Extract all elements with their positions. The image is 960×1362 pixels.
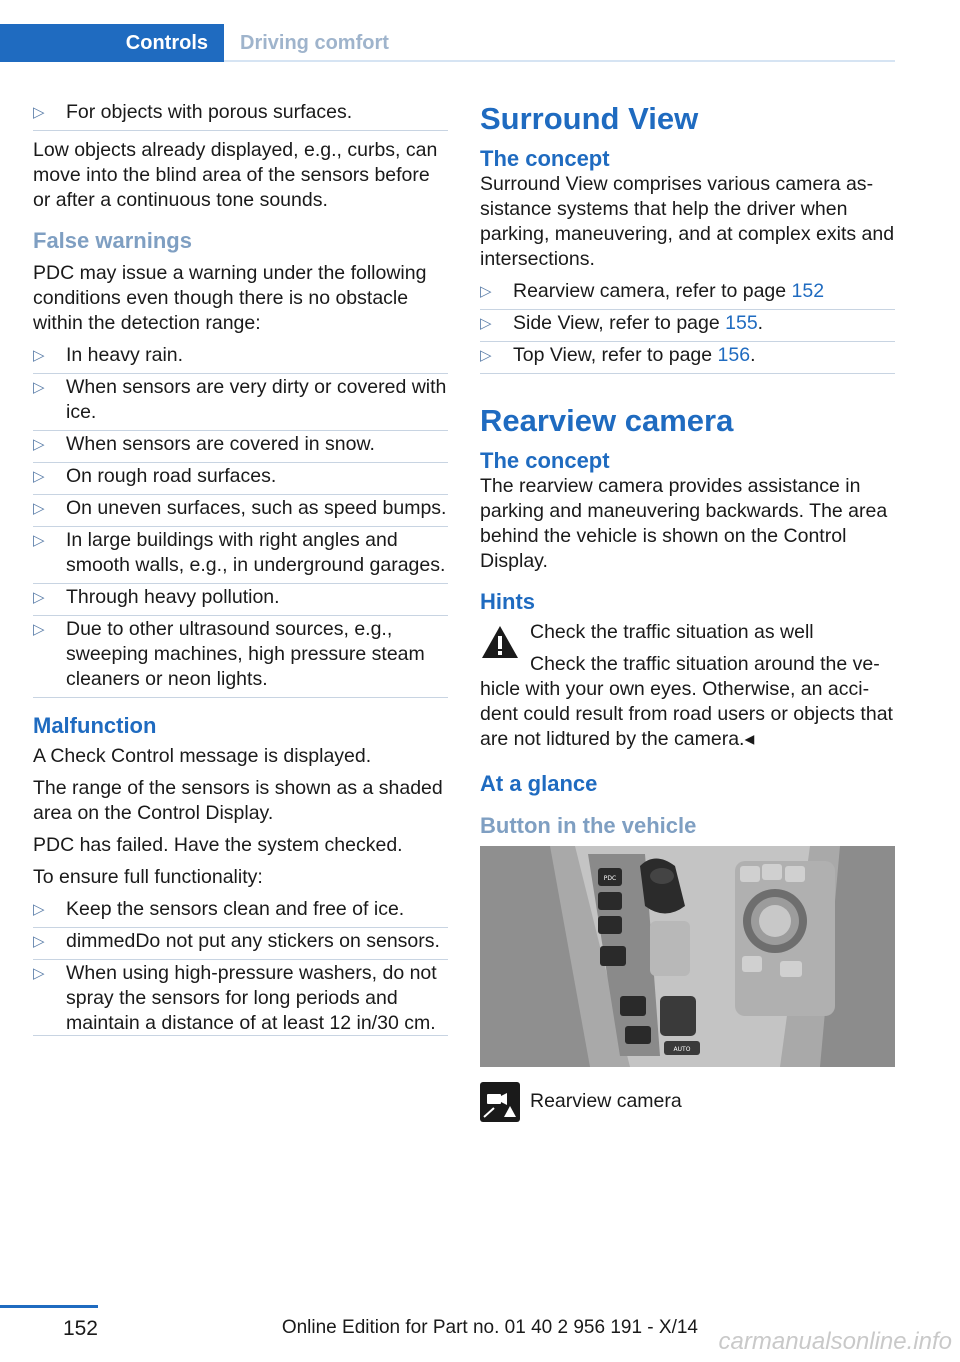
list-item xyxy=(33,343,448,374)
triangle-bullet-icon: ▷ xyxy=(33,436,45,453)
triangle-bullet-icon: ▷ xyxy=(33,468,45,485)
list-item xyxy=(33,585,448,616)
list-item-text: When using high-pressure washers, do not spray the sensors for long periods and maintain a distance of at least 12 in/30 cm. xyxy=(66,962,437,1034)
list-item-text: When sensors are very dirty or covered with ice. xyxy=(66,376,447,423)
triangle-bullet-icon: ▷ xyxy=(33,379,45,396)
list-item xyxy=(33,432,448,463)
malfunction-paragraph-2: The range of the sensors is shown as a shaded area on the Control Display. xyxy=(33,777,443,824)
list-item xyxy=(33,929,448,960)
triangle-bullet-icon: ▷ xyxy=(480,347,492,364)
false-warnings-paragraph: PDC may issue a warning under the following conditions even though there is no obstacle within the detection range: xyxy=(33,262,427,334)
list-item xyxy=(33,464,448,495)
list-item-text: Through heavy pollution. xyxy=(66,586,280,608)
list-item xyxy=(480,279,895,310)
triangle-bullet-icon: ▷ xyxy=(480,315,492,332)
warning-triangle-icon xyxy=(480,624,520,660)
edition-text: Online Edition for Part no. 01 40 2 956 191 - X/14 xyxy=(281,1317,698,1338)
list-item xyxy=(480,343,895,374)
list-item xyxy=(480,311,895,342)
tab-controls-label: Controls xyxy=(125,31,208,54)
malfunction-heading: Malfunction xyxy=(33,713,157,738)
list-item-text: For objects with porous surfaces. xyxy=(66,101,353,123)
list-item-text: On uneven surfaces, such as speed bumps. xyxy=(66,497,447,519)
page-number: 152 xyxy=(62,1317,98,1340)
list-item-text: In heavy rain. xyxy=(66,344,184,366)
false-warnings-heading: False warnings xyxy=(33,228,192,253)
surround-view-heading: Surround View xyxy=(480,101,699,136)
list-item xyxy=(33,496,448,527)
at-a-glance-heading: At a glance xyxy=(480,771,598,796)
triangle-bullet-icon: ▷ xyxy=(33,532,45,549)
list-item-text: Side View, refer to page xyxy=(513,312,726,334)
button-in-vehicle-heading: Button in the vehicle xyxy=(480,813,697,838)
center-console-photo xyxy=(480,846,895,1067)
list-item-text: Top View, refer to page xyxy=(513,344,718,366)
list-item-text: On rough road surfaces. xyxy=(66,465,277,487)
list-item xyxy=(33,617,448,698)
tab-driving-comfort[interactable] xyxy=(224,24,389,62)
triangle-bullet-icon: ▷ xyxy=(480,283,492,300)
list-item xyxy=(33,528,448,584)
warning-block xyxy=(480,620,895,645)
right-column xyxy=(480,100,895,1129)
list-item xyxy=(33,100,448,131)
malfunction-paragraph-1: A Check Control message is displayed. xyxy=(33,745,372,767)
camera-button-caption: Rearview camera xyxy=(530,1090,682,1112)
triangle-bullet-icon: ▷ xyxy=(33,965,45,982)
list-item xyxy=(33,961,448,1036)
left-column xyxy=(33,100,448,1043)
rearview-camera-heading: Rearview camera xyxy=(480,403,734,438)
hints-heading: Hints xyxy=(480,589,535,614)
rearview-camera-icon xyxy=(480,1082,520,1122)
list-item-text: Due to other ultrasound sources, e.g., sweeping machines, high pressure steam cleaners or neon lights. xyxy=(66,618,425,690)
rearview-paragraph: The rearview camera provides assistance in parking and maneuvering backwards. The area behind the vehicle is shown on the Control Display. xyxy=(480,475,888,572)
malfunction-paragraph-4: To ensure full functionality: xyxy=(33,866,263,888)
triangle-bullet-icon: ▷ xyxy=(33,104,45,121)
list-item-text: Rearview camera, refer to page xyxy=(513,280,792,302)
tab-controls[interactable] xyxy=(0,24,224,62)
surround-concept-heading: The concept xyxy=(480,146,610,171)
photo-label-pdc: PDC xyxy=(603,875,617,882)
surround-paragraph: Surround View comprises various camera assistance systems that help the driver when parking, maneuvering, and at complex exits and intersections. xyxy=(480,173,895,270)
warning-title: Check the traffic situation as well xyxy=(530,621,814,643)
list-item-text: In large buildings with right angles and smooth walls, e.g., in underground garages. xyxy=(66,529,446,576)
list-item-text: dimmedDo not put any stickers on sensors. xyxy=(66,930,440,952)
list-item-suffix: . xyxy=(757,312,764,334)
malfunction-list xyxy=(33,897,448,1036)
page-link[interactable]: 152 xyxy=(791,280,825,302)
list-item-suffix: . xyxy=(750,344,756,366)
camera-button-row xyxy=(480,1089,895,1129)
malfunction-paragraph-3: PDC has failed. Have the system checked. xyxy=(33,834,403,856)
warning-text: Check the traffic situation around the vehicle with your own eyes. Otherwise, an accident could result from road users or objects that are not lidtured by the camera.◂ xyxy=(480,653,893,750)
tab-driving-comfort-label: Driving comfort xyxy=(240,31,389,54)
triangle-bullet-icon: ▷ xyxy=(33,500,45,517)
photo-label-auto: AUTO xyxy=(673,1046,691,1053)
page-link[interactable]: 155 xyxy=(725,312,758,334)
list-item-text: When sensors are covered in snow. xyxy=(66,433,375,455)
triangle-bullet-icon: ▷ xyxy=(33,347,45,364)
page-link[interactable]: 156 xyxy=(717,344,751,366)
list-item xyxy=(33,375,448,431)
list-item-text: Keep the sensors clean and free of ice. xyxy=(66,898,405,920)
surround-list xyxy=(480,279,895,374)
triangle-bullet-icon: ▷ xyxy=(33,589,45,606)
triangle-bullet-icon: ▷ xyxy=(33,621,45,638)
intro-list xyxy=(33,100,448,131)
footer-rule xyxy=(0,1305,98,1308)
list-item xyxy=(33,897,448,928)
intro-paragraph: Low objects already displayed, e.g., curbs, can move into the blind area of the sensors before or after a continuous tone sounds. xyxy=(33,139,438,211)
rearview-concept-heading: The concept xyxy=(480,448,610,473)
false-warnings-list xyxy=(33,343,448,698)
triangle-bullet-icon: ▷ xyxy=(33,901,45,918)
watermark: carmanualsonline.info xyxy=(718,1328,952,1355)
triangle-bullet-icon: ▷ xyxy=(33,933,45,950)
